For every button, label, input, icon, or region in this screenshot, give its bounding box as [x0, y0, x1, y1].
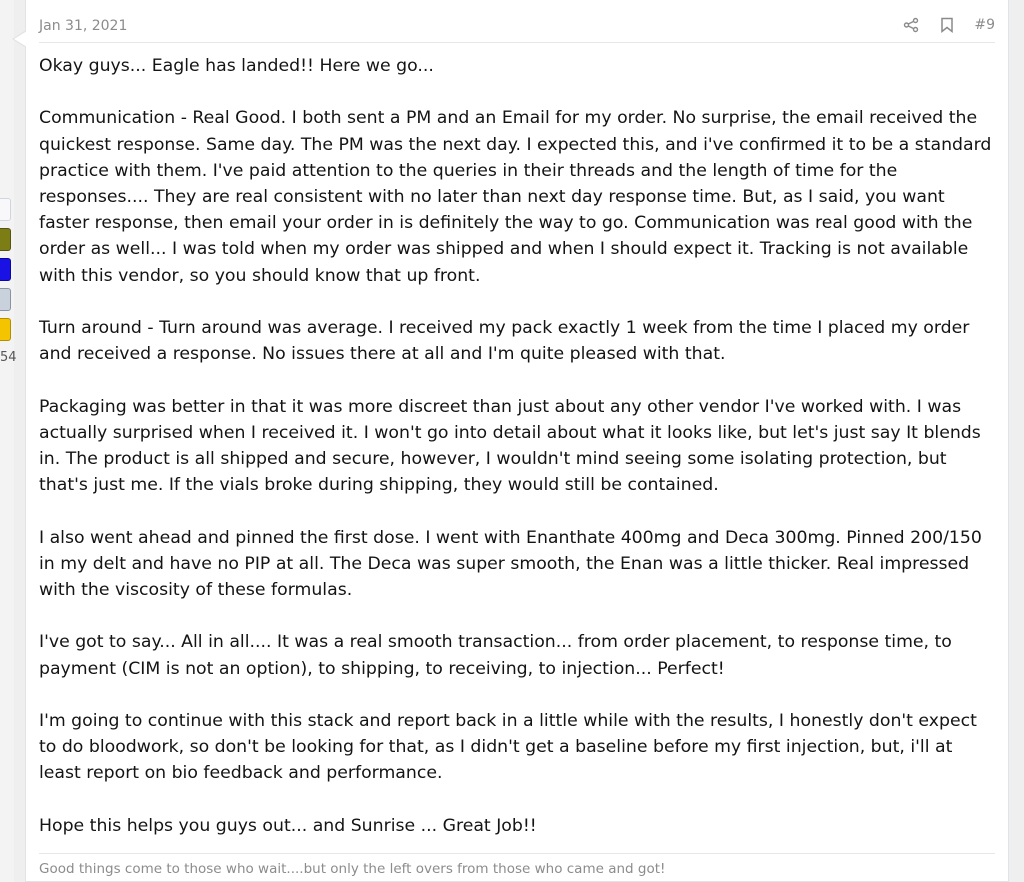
user-stat-count: 54 [0, 350, 17, 365]
bookmark-icon[interactable] [938, 16, 956, 34]
post-paragraph: Turn around - Turn around was average. I received my pack exactly 1 week from the time I placed my order and received a response. No issues there at all and I'm quite pleased with that. [39, 318, 970, 365]
user-badge [0, 258, 11, 281]
post-paragraph: Packaging was better in that it was more discreet than just about any other vendor I've worked with. I was actually surprised when I received it. I won't go into detail about what it looks like, but let's just say It blends in. The product is all shipped and secure, however, I wouldn't mind seeing some isolating protection, but that's just me. If the vials broke during shipping, they would still be contained. [39, 396, 981, 496]
post-paragraph: Okay guys... Eagle has landed!! Here we go... [39, 56, 434, 76]
post-paragraph: I've got to say... All in all.... It was a real smooth transaction... from order placement, to response time, to payment (CIM is not an option), to shipping, to receiving, to injection... Perfect! [39, 632, 952, 679]
user-badge [0, 318, 11, 341]
user-badge [0, 288, 11, 311]
post-paragraph: Hope this helps you guys out... and Sunrise ... Great Job!! [39, 815, 537, 836]
post-date[interactable]: Jan 31, 2021 [39, 18, 128, 34]
post-actions [902, 16, 995, 34]
post-number-link[interactable]: #9 [974, 17, 995, 33]
post-paragraph: I'm going to continue with this stack and report back in a little while with the results, I honestly don't expect to do bloodwork, so don't be looking for that, as I didn't get a baseline before my first injection, but, i'll at least report on bio feedback and performance. [39, 710, 977, 784]
post-header [39, 0, 995, 43]
signature-divider [39, 853, 995, 854]
forum-post [25, 0, 1009, 882]
share-icon[interactable] [902, 16, 920, 34]
user-sidebar [0, 0, 17, 882]
post-body [39, 53, 999, 865]
post-paragraph: I also went ahead and pinned the first dose. I went with Enanthate 400mg and Deca 300mg. Pinned 200/150 in my delt and have no PIP at all. The Deca was super smooth, the Enan was a little thicker. Real impressed with the viscosity of these formulas. [39, 527, 982, 600]
post-paragraph: Communication - Real Good. I both sent a PM and an Email for my order. No surprise, the email received the quickest response. Same day. The PM was the next day. I expected this, and i've confirmed it to be a standard practice with them. I've paid attention to the queries in their threads and the length of time for the responses.... They are real consistent with no later than next day response time. But, as I said, you want faster response, then email your order in is definitely the way to go. Communication was real good with the order as well... I was told when my order was shipped and when I should expect it. Tracking is not available with this vendor, so you should know that up front. [39, 108, 992, 286]
user-badge [0, 198, 11, 221]
user-signature: Good things come to those who wait....but only the left overs from those who came and got! [39, 861, 666, 877]
post-pointer-arrow [12, 30, 26, 48]
user-badge [0, 228, 11, 251]
